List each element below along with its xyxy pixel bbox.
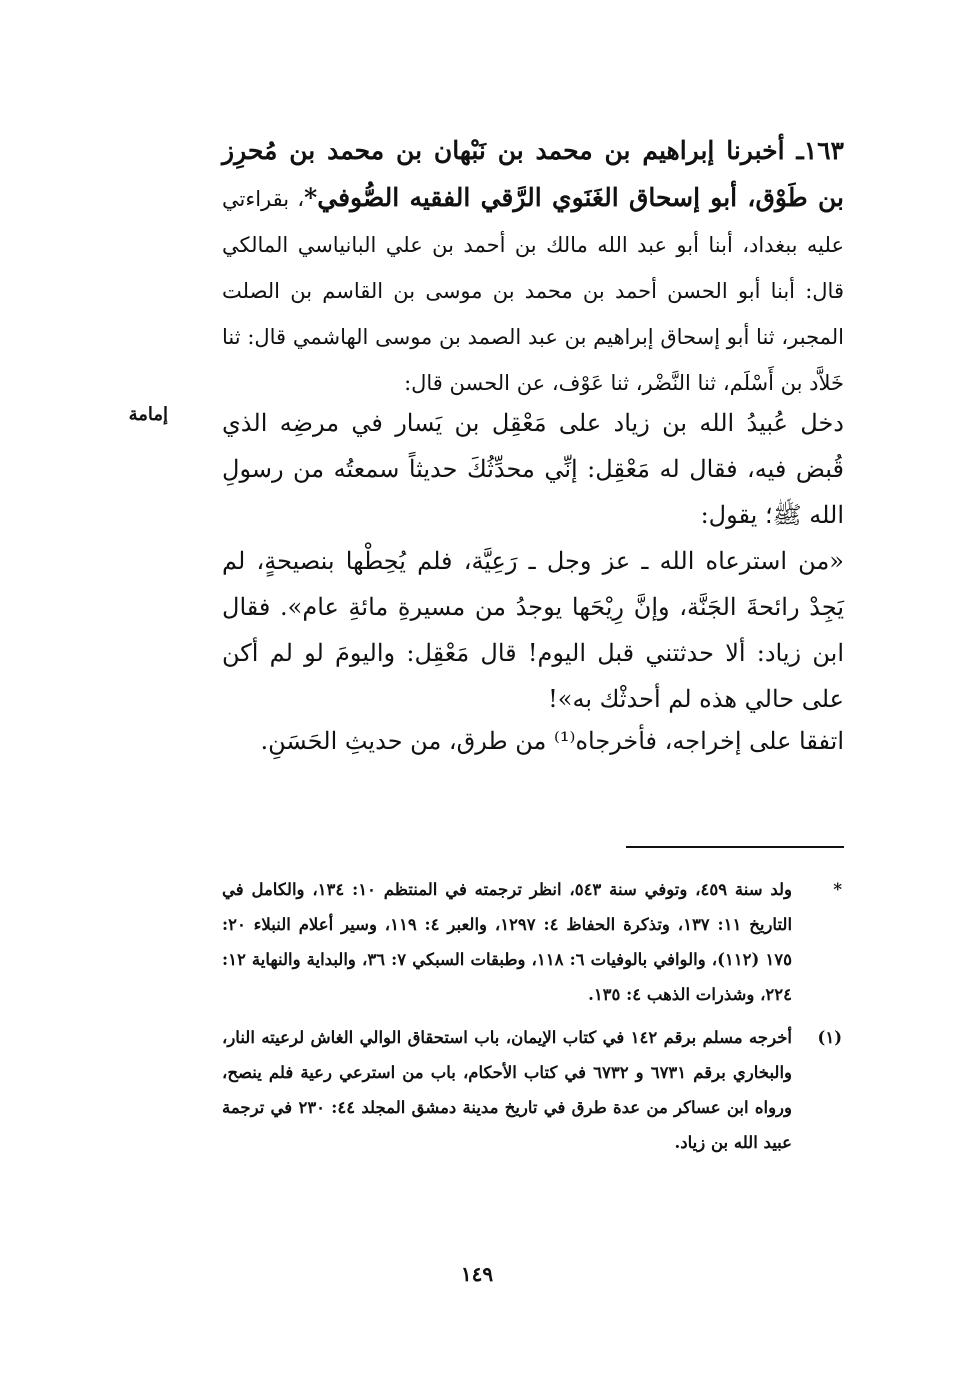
footnote-text: أخرجه مسلم برقم ١٤٢ في كتاب الإيمان، باب استحقاق الوالي الغاش لرعيته النار، والبخاري برقم ٦٧٣١ و ٦٧٣٢ في كتاب الأحكام، باب من استرعي رعية فلم ينصح، ورواه ابن عساكر من عدة طرق في تاريخ مدينة دمشق المجلد ٤٤: ٢٣٠ في ترجمة عبيد الله بن زياد. bbox=[222, 1028, 793, 1152]
hadith-heading: ١٦٣ـ أخبرنا إبراهيم بن محمد بن نَبْهان بن محمد بن مُحرِز بن طَوْق، أبو إسحاق الغَنَوي الرَّقي الفقيه الصُّوفي* bbox=[222, 136, 844, 212]
takhrij-paragraph: اتفقا على إخراجه، فأخرجاه⁽¹⁾ من طرق، من حديثِ الحَسَنِ. bbox=[260, 727, 844, 755]
page-number: ١٤٩ bbox=[460, 1262, 494, 1286]
isnad-text: ، بقراءتي عليه ببغداد، أبنا أبو عبد الله مالك بن أحمد بن علي البانياسي المالكي قال: أبنا أبو الحسن أحمد بن محمد بن موسى بن القاسم بن الصلت المجبر، ثنا أبو إسحاق إبراهيم بن عبد الصمد بن موسى الهاشمي قال: ثنا خَلاَّد بن أَسْلَم، ثنا النَّضْر، ثنا عَوْف، عن الحسن قال: bbox=[222, 187, 844, 395]
footnote-item bbox=[222, 872, 842, 1012]
footnote-divider bbox=[626, 846, 844, 848]
footnote-marker: * bbox=[833, 880, 842, 899]
hadith-isnad bbox=[222, 128, 844, 406]
footnote-item bbox=[222, 1020, 842, 1160]
matn-paragraph-1: دخل عُبيدُ الله بن زياد على مَعْقِل بن يَسار في مرضِه الذي قُبض فيه، فقال له مَعْقِل: إنِّي محدِّثُكَ حديثاً سمعتُه من رسولِ الله ﷺ؛ يقول: bbox=[222, 409, 844, 529]
footnote-marker: (١) bbox=[817, 1028, 842, 1047]
footnotes bbox=[222, 872, 842, 1168]
footnote-text: ولد سنة ٤٥٩، وتوفي سنة ٥٤٣، انظر ترجمته في المنتظم ١٠: ١٣٤، والكامل في التاريخ ١١: ١٣٧، وتذكرة الحفاظ ٤: ١٢٩٧، والعبر ٤: ١١٩، وسير أعلام النبلاء ٢٠: ١٧٥ (١١٢)، والوافي بالوفيات ٦: ١١٨، وطبقات السبكي ٧: ٣٦، والبداية والنهاية ١٢: ٢٢٤، وشذرات الذهب ٤: ١٣٥. bbox=[222, 880, 793, 1004]
matn-paragraph-2: «من استرعاه الله ـ عز وجل ـ رَعِيَّة، فلم يُحِطْها بنصيحةٍ، لم يَجِدْ رائحةَ الجَنَّة، وإنَّ رِيْحَها يوجدُ من مسيرةِ مائةِ عام». فقال ابن زياد: ألا حدثتني قبل اليوم! قال مَعْقِل: واليومَ لو لم أكن على حالي هذه لم أحدثْك به»! bbox=[222, 547, 844, 713]
margin-topic-label: إمامة bbox=[128, 404, 168, 425]
